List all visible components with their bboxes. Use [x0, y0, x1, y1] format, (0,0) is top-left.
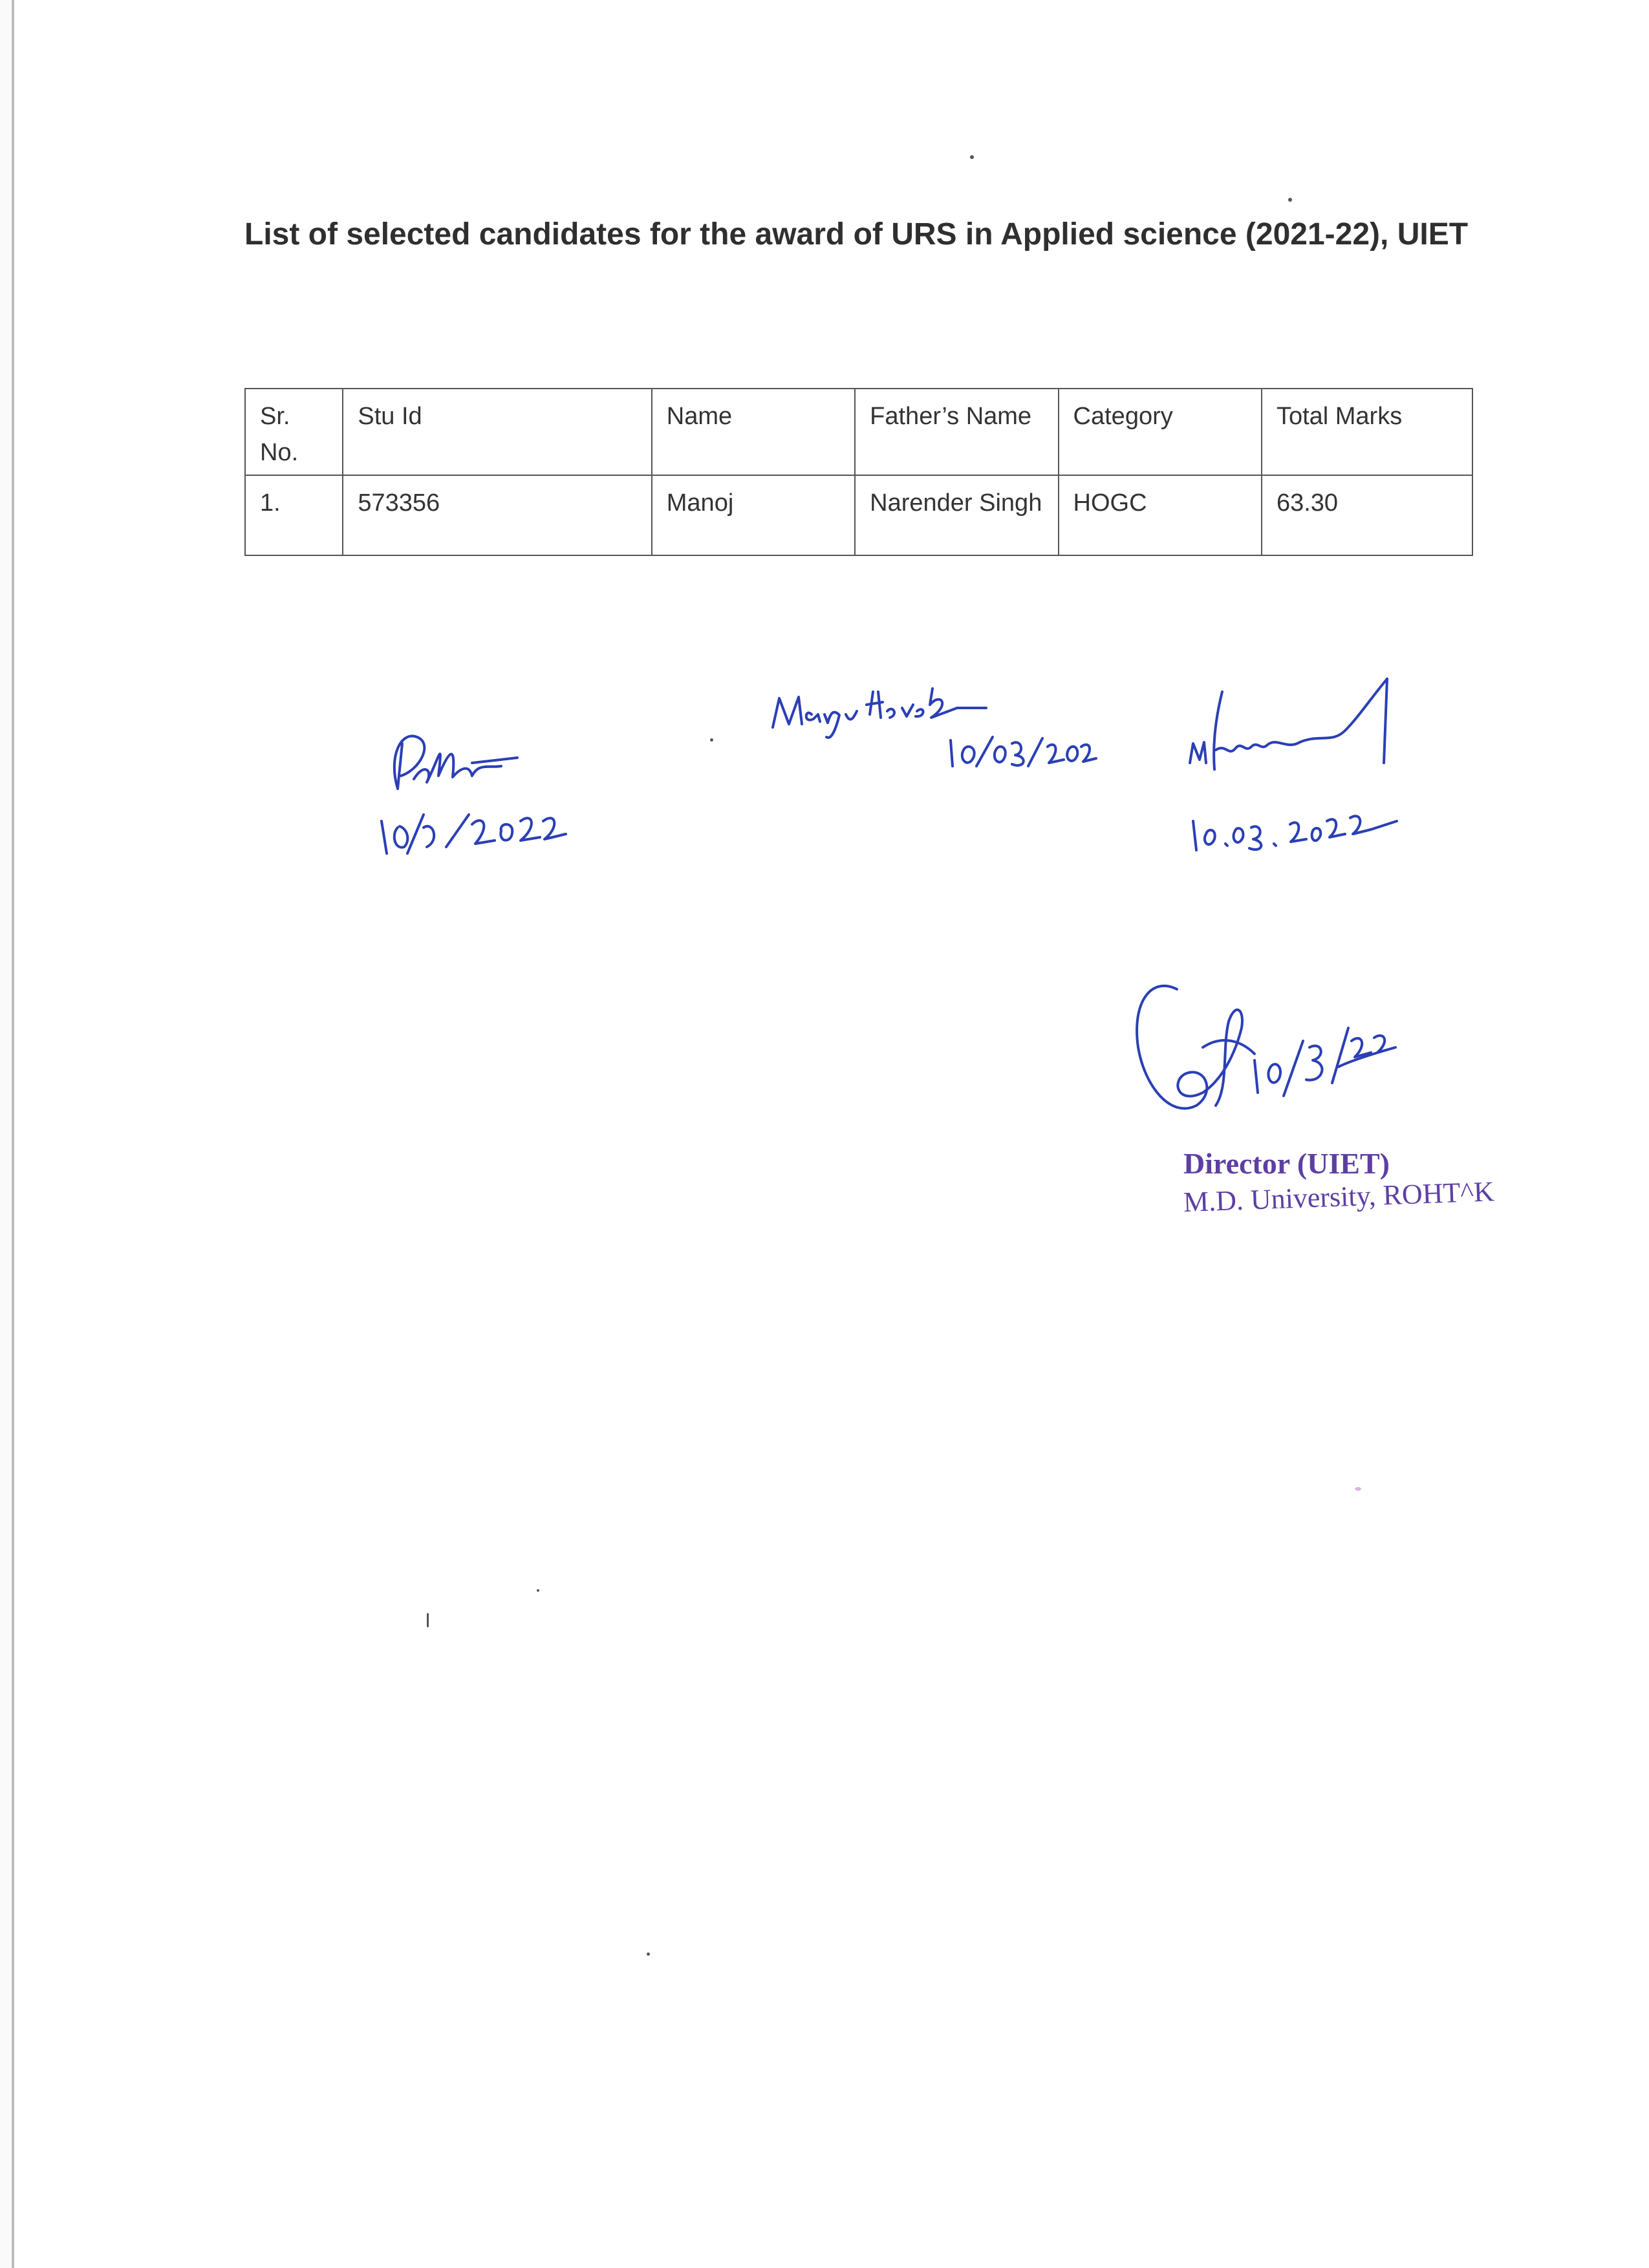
scan-speck [427, 1613, 429, 1627]
col-header-stu-id: Stu Id [343, 389, 651, 475]
stamp-line-1: Director (UIET) [1183, 1147, 1390, 1180]
scan-speck [1355, 1487, 1361, 1491]
signature-2 [763, 679, 1099, 795]
cell-category: HOGC [1059, 475, 1262, 555]
scan-speck [710, 738, 713, 742]
cell-total-marks: 63.30 [1262, 475, 1472, 555]
scan-speck [970, 155, 974, 159]
cell-sr-no: 1. [245, 475, 343, 555]
director-stamp [1183, 1144, 1546, 1222]
scan-speck [1288, 198, 1292, 202]
col-header-sr-no: Sr. No. [245, 389, 343, 475]
selected-candidates-table [244, 388, 1473, 556]
signature-4 [1125, 976, 1397, 1138]
document-title: List of selected candidates for the award of URS in Applied science (2021-22), UIET [244, 217, 1469, 251]
scan-edge [0, 0, 14, 2268]
col-header-category: Category [1059, 389, 1262, 475]
signature-1 [362, 718, 569, 879]
col-header-total-marks: Total Marks [1262, 389, 1472, 475]
signature-3 [1177, 672, 1410, 853]
stamp-line-2: M.D. University, ROHT^K [1183, 1175, 1495, 1218]
signature-4-graphic [1125, 976, 1397, 1138]
cell-stu-id: 573356 [343, 475, 651, 555]
scan-speck [647, 1952, 650, 1956]
signature-2-graphic [763, 679, 1099, 795]
col-header-name: Name [652, 389, 855, 475]
signature-1-graphic [362, 718, 569, 879]
signature-3-graphic [1177, 672, 1410, 853]
table-row [245, 475, 1472, 555]
cell-name: Manoj [652, 475, 855, 555]
scan-speck [537, 1589, 539, 1592]
table-header-row [245, 389, 1472, 475]
cell-fathers-name: Narender Singh [855, 475, 1058, 555]
col-header-fathers-name: Father’s Name [855, 389, 1058, 475]
